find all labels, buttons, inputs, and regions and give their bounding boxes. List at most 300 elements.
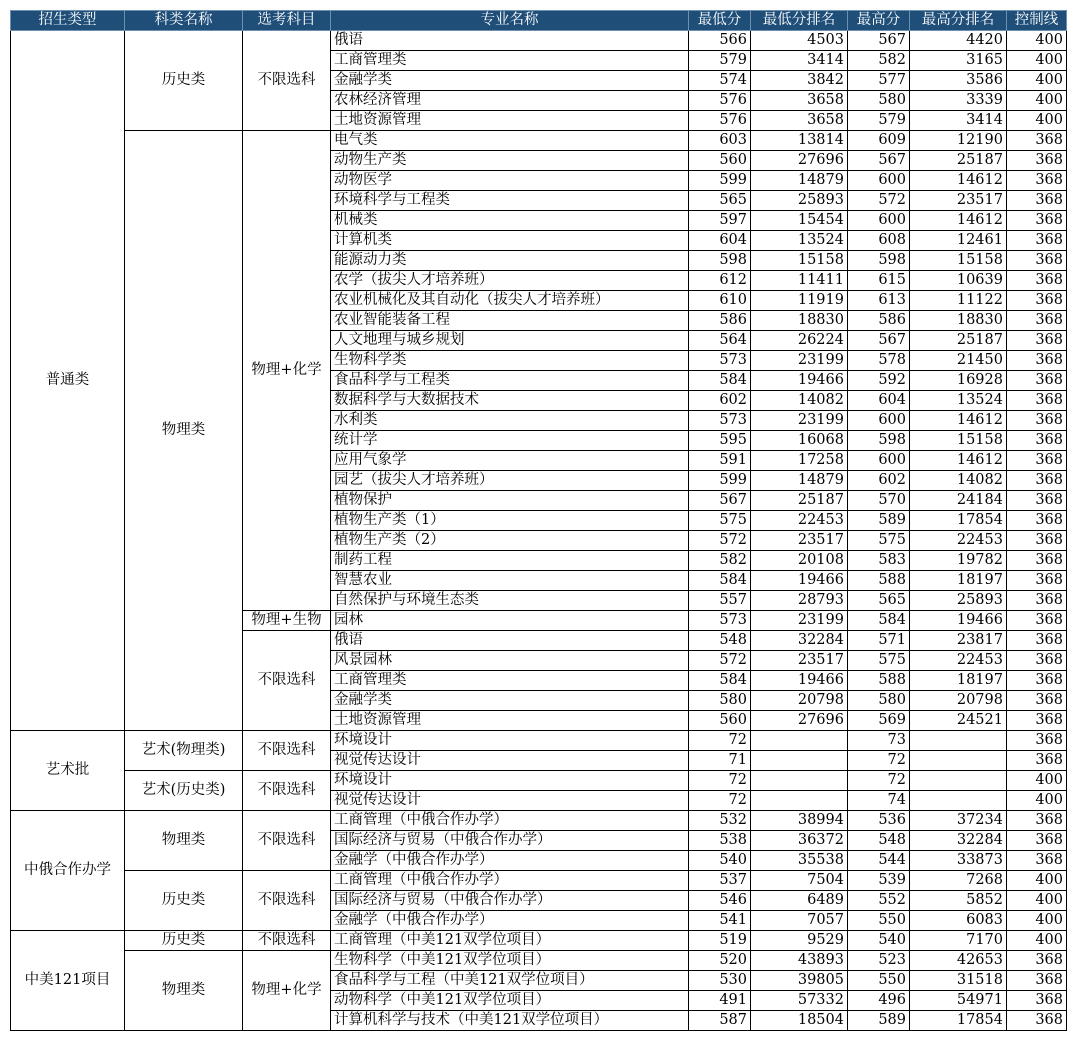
col-header-admission-type[interactable]: 招生类型 — [11, 11, 125, 31]
major-cell: 统计学 — [331, 431, 689, 451]
max-rank-cell: 3586 — [910, 71, 1007, 91]
min-score-cell: 540 — [689, 851, 751, 871]
max-score-cell: 598 — [848, 431, 910, 451]
max-rank-cell: 4420 — [910, 31, 1007, 51]
max-score-cell: 73 — [848, 731, 910, 751]
max-rank-cell: 42653 — [910, 951, 1007, 971]
col-header-min-score[interactable]: 最低分 — [689, 11, 751, 31]
admission-type-cell: 普通类 — [11, 31, 125, 731]
category-cell: 历史类 — [125, 931, 243, 951]
min-rank-cell: 14879 — [751, 471, 848, 491]
max-score-cell: 577 — [848, 71, 910, 91]
control-line-cell: 368 — [1007, 551, 1067, 571]
min-score-cell: 567 — [689, 491, 751, 511]
max-score-cell: 552 — [848, 891, 910, 911]
max-score-cell: 600 — [848, 451, 910, 471]
major-cell: 园林 — [331, 611, 689, 631]
min-score-cell: 599 — [689, 171, 751, 191]
max-rank-cell: 19466 — [910, 611, 1007, 631]
min-score-cell: 573 — [689, 351, 751, 371]
max-rank-cell: 25187 — [910, 151, 1007, 171]
min-score-cell: 538 — [689, 831, 751, 851]
max-score-cell: 571 — [848, 631, 910, 651]
min-rank-cell: 20108 — [751, 551, 848, 571]
max-rank-cell: 5852 — [910, 891, 1007, 911]
max-rank-cell: 13524 — [910, 391, 1007, 411]
major-cell: 工商管理（中美121双学位项目） — [331, 931, 689, 951]
min-rank-cell — [751, 771, 848, 791]
max-rank-cell: 19782 — [910, 551, 1007, 571]
max-score-cell: 592 — [848, 371, 910, 391]
control-line-cell: 368 — [1007, 151, 1067, 171]
max-score-cell: 600 — [848, 171, 910, 191]
major-cell: 农业机械化及其自动化（拔尖人才培养班） — [331, 291, 689, 311]
max-rank-cell: 23817 — [910, 631, 1007, 651]
max-rank-cell: 24521 — [910, 711, 1007, 731]
major-cell: 金融学（中俄合作办学） — [331, 911, 689, 931]
max-rank-cell: 54971 — [910, 991, 1007, 1011]
min-score-cell: 572 — [689, 531, 751, 551]
min-rank-cell: 13814 — [751, 131, 848, 151]
min-score-cell: 587 — [689, 1011, 751, 1031]
max-rank-cell: 3165 — [910, 51, 1007, 71]
max-score-cell: 583 — [848, 551, 910, 571]
max-rank-cell: 18830 — [910, 311, 1007, 331]
control-line-cell: 400 — [1007, 51, 1067, 71]
min-score-cell: 560 — [689, 711, 751, 731]
header-row — [11, 11, 1067, 31]
min-score-cell: 584 — [689, 371, 751, 391]
major-cell: 土地资源管理 — [331, 711, 689, 731]
min-rank-cell: 7057 — [751, 911, 848, 931]
max-score-cell: 579 — [848, 111, 910, 131]
control-line-cell: 368 — [1007, 531, 1067, 551]
max-rank-cell: 17854 — [910, 1011, 1007, 1031]
min-rank-cell: 11919 — [751, 291, 848, 311]
max-score-cell: 586 — [848, 311, 910, 331]
min-score-cell: 491 — [689, 991, 751, 1011]
min-score-cell: 612 — [689, 271, 751, 291]
min-rank-cell: 35538 — [751, 851, 848, 871]
min-score-cell: 603 — [689, 131, 751, 151]
major-cell: 金融学类 — [331, 691, 689, 711]
major-cell: 国际经济与贸易（中俄合作办学） — [331, 891, 689, 911]
control-line-cell: 368 — [1007, 411, 1067, 431]
max-score-cell: 588 — [848, 571, 910, 591]
control-line-cell: 400 — [1007, 91, 1067, 111]
min-score-cell: 574 — [689, 71, 751, 91]
control-line-cell: 368 — [1007, 951, 1067, 971]
max-score-cell: 609 — [848, 131, 910, 151]
min-rank-cell: 3658 — [751, 111, 848, 131]
major-cell: 园艺（拔尖人才培养班） — [331, 471, 689, 491]
min-rank-cell: 23199 — [751, 351, 848, 371]
control-line-cell: 368 — [1007, 351, 1067, 371]
major-cell: 植物生产类（2） — [331, 531, 689, 551]
control-line-cell: 368 — [1007, 171, 1067, 191]
min-rank-cell: 3658 — [751, 91, 848, 111]
max-score-cell: 569 — [848, 711, 910, 731]
min-rank-cell: 39805 — [751, 971, 848, 991]
control-line-cell: 400 — [1007, 871, 1067, 891]
major-cell: 俄语 — [331, 31, 689, 51]
min-rank-cell: 25893 — [751, 191, 848, 211]
min-score-cell: 584 — [689, 571, 751, 591]
min-score-cell: 576 — [689, 91, 751, 111]
major-cell: 计算机科学与技术（中美121双学位项目） — [331, 1011, 689, 1031]
control-line-cell: 368 — [1007, 511, 1067, 531]
major-cell: 数据科学与大数据技术 — [331, 391, 689, 411]
max-rank-cell: 12461 — [910, 231, 1007, 251]
min-score-cell: 572 — [689, 651, 751, 671]
min-score-cell: 564 — [689, 331, 751, 351]
major-cell: 生物科学类 — [331, 351, 689, 371]
max-rank-cell: 6083 — [910, 911, 1007, 931]
min-rank-cell: 14879 — [751, 171, 848, 191]
control-line-cell: 400 — [1007, 791, 1067, 811]
major-cell: 应用气象学 — [331, 451, 689, 471]
max-rank-cell: 12190 — [910, 131, 1007, 151]
min-rank-cell: 3414 — [751, 51, 848, 71]
control-line-cell: 400 — [1007, 931, 1067, 951]
max-score-cell: 72 — [848, 771, 910, 791]
min-rank-cell: 36372 — [751, 831, 848, 851]
category-cell: 艺术(物理类) — [125, 731, 243, 771]
max-rank-cell: 17854 — [910, 511, 1007, 531]
col-header-major[interactable]: 专业名称 — [331, 11, 689, 31]
min-score-cell: 580 — [689, 691, 751, 711]
min-rank-cell: 4503 — [751, 31, 848, 51]
min-score-cell: 595 — [689, 431, 751, 451]
max-rank-cell: 20798 — [910, 691, 1007, 711]
category-cell: 历史类 — [125, 31, 243, 131]
min-rank-cell: 20798 — [751, 691, 848, 711]
col-header-max-rank[interactable]: 最高分排名 — [910, 11, 1007, 31]
max-rank-cell: 31518 — [910, 971, 1007, 991]
control-line-cell: 368 — [1007, 691, 1067, 711]
max-score-cell: 578 — [848, 351, 910, 371]
subject-requirement-cell: 物理+化学 — [243, 951, 331, 1031]
min-score-cell: 586 — [689, 311, 751, 331]
max-score-cell: 580 — [848, 91, 910, 111]
subject-requirement-cell: 不限选科 — [243, 931, 331, 951]
major-cell: 环境科学与工程类 — [331, 191, 689, 211]
category-cell: 物理类 — [125, 811, 243, 871]
max-score-cell: 589 — [848, 1011, 910, 1031]
min-score-cell: 565 — [689, 191, 751, 211]
min-score-cell: 576 — [689, 111, 751, 131]
table-row — [11, 951, 1067, 971]
min-rank-cell: 17258 — [751, 451, 848, 471]
control-line-cell: 368 — [1007, 211, 1067, 231]
min-score-cell: 72 — [689, 731, 751, 751]
max-score-cell: 600 — [848, 211, 910, 231]
max-score-cell: 575 — [848, 531, 910, 551]
max-rank-cell: 23517 — [910, 191, 1007, 211]
control-line-cell: 368 — [1007, 471, 1067, 491]
major-cell: 能源动力类 — [331, 251, 689, 271]
major-cell: 土地资源管理 — [331, 111, 689, 131]
min-score-cell: 530 — [689, 971, 751, 991]
major-cell: 农林经济管理 — [331, 91, 689, 111]
max-rank-cell: 21450 — [910, 351, 1007, 371]
table-row — [11, 871, 1067, 891]
control-line-cell: 368 — [1007, 231, 1067, 251]
control-line-cell: 368 — [1007, 991, 1067, 1011]
control-line-cell: 400 — [1007, 891, 1067, 911]
table-row — [11, 931, 1067, 951]
min-score-cell: 546 — [689, 891, 751, 911]
max-score-cell: 74 — [848, 791, 910, 811]
max-score-cell: 548 — [848, 831, 910, 851]
category-cell: 历史类 — [125, 871, 243, 931]
max-rank-cell: 16928 — [910, 371, 1007, 391]
control-line-cell: 368 — [1007, 851, 1067, 871]
max-rank-cell — [910, 791, 1007, 811]
max-score-cell: 540 — [848, 931, 910, 951]
major-cell: 人文地理与城乡规划 — [331, 331, 689, 351]
min-rank-cell: 18504 — [751, 1011, 848, 1031]
max-score-cell: 608 — [848, 231, 910, 251]
col-header-min-rank[interactable]: 最低分排名 — [751, 11, 848, 31]
admission-type-cell: 中美121项目 — [11, 931, 125, 1031]
major-cell: 环境设计 — [331, 771, 689, 791]
max-rank-cell: 14082 — [910, 471, 1007, 491]
max-score-cell: 613 — [848, 291, 910, 311]
max-score-cell: 565 — [848, 591, 910, 611]
min-rank-cell: 7504 — [751, 871, 848, 891]
min-rank-cell — [751, 751, 848, 771]
col-header-category[interactable]: 科类名称 — [125, 11, 243, 31]
control-line-cell: 368 — [1007, 451, 1067, 471]
control-line-cell: 368 — [1007, 831, 1067, 851]
control-line-cell: 368 — [1007, 1011, 1067, 1031]
admission-type-cell: 艺术批 — [11, 731, 125, 811]
min-score-cell: 604 — [689, 231, 751, 251]
min-rank-cell: 27696 — [751, 151, 848, 171]
category-cell: 艺术(历史类) — [125, 771, 243, 811]
max-rank-cell: 24184 — [910, 491, 1007, 511]
max-score-cell: 567 — [848, 331, 910, 351]
min-score-cell: 597 — [689, 211, 751, 231]
control-line-cell: 368 — [1007, 251, 1067, 271]
control-line-cell: 400 — [1007, 771, 1067, 791]
major-cell: 工商管理类 — [331, 671, 689, 691]
major-cell: 动物生产类 — [331, 151, 689, 171]
col-header-subjects[interactable]: 选考科目 — [243, 11, 331, 31]
col-header-control-line[interactable]: 控制线 — [1007, 11, 1067, 31]
max-score-cell: 550 — [848, 911, 910, 931]
max-score-cell: 567 — [848, 31, 910, 51]
control-line-cell: 368 — [1007, 971, 1067, 991]
min-score-cell: 520 — [689, 951, 751, 971]
max-score-cell: 539 — [848, 871, 910, 891]
min-rank-cell: 6489 — [751, 891, 848, 911]
subject-requirement-cell: 不限选科 — [243, 631, 331, 731]
admission-score-table — [10, 10, 1067, 1031]
min-score-cell: 537 — [689, 871, 751, 891]
major-cell: 俄语 — [331, 631, 689, 651]
subject-requirement-cell: 物理+生物 — [243, 611, 331, 631]
major-cell: 风景园林 — [331, 651, 689, 671]
max-rank-cell: 14612 — [910, 171, 1007, 191]
min-score-cell: 598 — [689, 251, 751, 271]
major-cell: 植物保护 — [331, 491, 689, 511]
max-score-cell: 536 — [848, 811, 910, 831]
min-score-cell: 575 — [689, 511, 751, 531]
control-line-cell: 368 — [1007, 291, 1067, 311]
max-score-cell: 544 — [848, 851, 910, 871]
category-cell: 物理类 — [125, 951, 243, 1031]
max-rank-cell — [910, 771, 1007, 791]
min-score-cell: 541 — [689, 911, 751, 931]
control-line-cell: 368 — [1007, 671, 1067, 691]
min-rank-cell: 23199 — [751, 611, 848, 631]
major-cell: 视觉传达设计 — [331, 791, 689, 811]
major-cell: 工商管理（中俄合作办学） — [331, 871, 689, 891]
max-rank-cell: 22453 — [910, 651, 1007, 671]
major-cell: 动物医学 — [331, 171, 689, 191]
max-rank-cell: 14612 — [910, 211, 1007, 231]
major-cell: 智慧农业 — [331, 571, 689, 591]
control-line-cell: 368 — [1007, 391, 1067, 411]
max-score-cell: 580 — [848, 691, 910, 711]
major-cell: 自然保护与环境生态类 — [331, 591, 689, 611]
control-line-cell: 400 — [1007, 71, 1067, 91]
table-row — [11, 771, 1067, 791]
max-score-cell: 575 — [848, 651, 910, 671]
major-cell: 农学（拔尖人才培养班） — [331, 271, 689, 291]
max-rank-cell: 37234 — [910, 811, 1007, 831]
max-rank-cell: 7268 — [910, 871, 1007, 891]
control-line-cell: 400 — [1007, 911, 1067, 931]
max-rank-cell: 15158 — [910, 431, 1007, 451]
control-line-cell: 368 — [1007, 751, 1067, 771]
major-cell: 视觉传达设计 — [331, 751, 689, 771]
control-line-cell: 368 — [1007, 491, 1067, 511]
min-rank-cell: 19466 — [751, 671, 848, 691]
max-score-cell: 496 — [848, 991, 910, 1011]
min-rank-cell — [751, 731, 848, 751]
min-score-cell: 548 — [689, 631, 751, 651]
major-cell: 电气类 — [331, 131, 689, 151]
min-rank-cell: 11411 — [751, 271, 848, 291]
col-header-max-score[interactable]: 最高分 — [848, 11, 910, 31]
max-rank-cell: 11122 — [910, 291, 1007, 311]
min-rank-cell: 25187 — [751, 491, 848, 511]
min-score-cell: 591 — [689, 451, 751, 471]
control-line-cell: 368 — [1007, 331, 1067, 351]
max-score-cell: 598 — [848, 251, 910, 271]
control-line-cell: 368 — [1007, 651, 1067, 671]
major-cell: 工商管理（中俄合作办学） — [331, 811, 689, 831]
min-score-cell: 584 — [689, 671, 751, 691]
max-rank-cell: 32284 — [910, 831, 1007, 851]
admission-type-cell: 中俄合作办学 — [11, 811, 125, 931]
control-line-cell: 400 — [1007, 111, 1067, 131]
min-rank-cell: 13524 — [751, 231, 848, 251]
major-cell: 金融学（中俄合作办学） — [331, 851, 689, 871]
subject-requirement-cell: 不限选科 — [243, 771, 331, 811]
min-score-cell: 610 — [689, 291, 751, 311]
max-score-cell: 589 — [848, 511, 910, 531]
major-cell: 食品科学与工程（中美121双学位项目） — [331, 971, 689, 991]
control-line-cell: 368 — [1007, 271, 1067, 291]
max-rank-cell: 14612 — [910, 451, 1007, 471]
control-line-cell: 368 — [1007, 571, 1067, 591]
max-rank-cell: 18197 — [910, 671, 1007, 691]
max-score-cell: 615 — [848, 271, 910, 291]
max-score-cell: 567 — [848, 151, 910, 171]
max-score-cell: 600 — [848, 411, 910, 431]
max-rank-cell: 3414 — [910, 111, 1007, 131]
control-line-cell: 368 — [1007, 631, 1067, 651]
min-score-cell: 566 — [689, 31, 751, 51]
subject-requirement-cell: 不限选科 — [243, 811, 331, 871]
max-score-cell: 523 — [848, 951, 910, 971]
control-line-cell: 368 — [1007, 131, 1067, 151]
major-cell: 环境设计 — [331, 731, 689, 751]
major-cell: 计算机类 — [331, 231, 689, 251]
max-rank-cell: 7170 — [910, 931, 1007, 951]
min-rank-cell — [751, 791, 848, 811]
min-score-cell: 519 — [689, 931, 751, 951]
control-line-cell: 368 — [1007, 191, 1067, 211]
subject-requirement-cell: 物理+化学 — [243, 131, 331, 611]
major-cell: 农业智能装备工程 — [331, 311, 689, 331]
min-rank-cell: 15454 — [751, 211, 848, 231]
max-score-cell: 582 — [848, 51, 910, 71]
min-rank-cell: 22453 — [751, 511, 848, 531]
max-score-cell: 550 — [848, 971, 910, 991]
max-rank-cell: 10639 — [910, 271, 1007, 291]
min-rank-cell: 43893 — [751, 951, 848, 971]
max-score-cell: 72 — [848, 751, 910, 771]
max-score-cell: 570 — [848, 491, 910, 511]
min-score-cell: 602 — [689, 391, 751, 411]
major-cell: 生物科学（中美121双学位项目） — [331, 951, 689, 971]
max-rank-cell: 33873 — [910, 851, 1007, 871]
min-rank-cell: 27696 — [751, 711, 848, 731]
min-rank-cell: 57332 — [751, 991, 848, 1011]
major-cell: 动物科学（中美121双学位项目） — [331, 991, 689, 1011]
control-line-cell: 368 — [1007, 431, 1067, 451]
max-rank-cell: 25893 — [910, 591, 1007, 611]
max-score-cell: 604 — [848, 391, 910, 411]
control-line-cell: 368 — [1007, 591, 1067, 611]
min-rank-cell: 16068 — [751, 431, 848, 451]
min-rank-cell: 32284 — [751, 631, 848, 651]
control-line-cell: 368 — [1007, 611, 1067, 631]
control-line-cell: 368 — [1007, 811, 1067, 831]
control-line-cell: 368 — [1007, 311, 1067, 331]
table-row — [11, 811, 1067, 831]
control-line-cell: 400 — [1007, 31, 1067, 51]
subject-requirement-cell: 不限选科 — [243, 31, 331, 131]
min-score-cell: 532 — [689, 811, 751, 831]
max-score-cell: 572 — [848, 191, 910, 211]
min-rank-cell: 18830 — [751, 311, 848, 331]
max-rank-cell — [910, 751, 1007, 771]
control-line-cell: 368 — [1007, 731, 1067, 751]
min-score-cell: 573 — [689, 411, 751, 431]
max-rank-cell: 14612 — [910, 411, 1007, 431]
min-rank-cell: 19466 — [751, 371, 848, 391]
min-score-cell: 557 — [689, 591, 751, 611]
max-rank-cell: 3339 — [910, 91, 1007, 111]
subject-requirement-cell: 不限选科 — [243, 871, 331, 931]
max-rank-cell: 22453 — [910, 531, 1007, 551]
